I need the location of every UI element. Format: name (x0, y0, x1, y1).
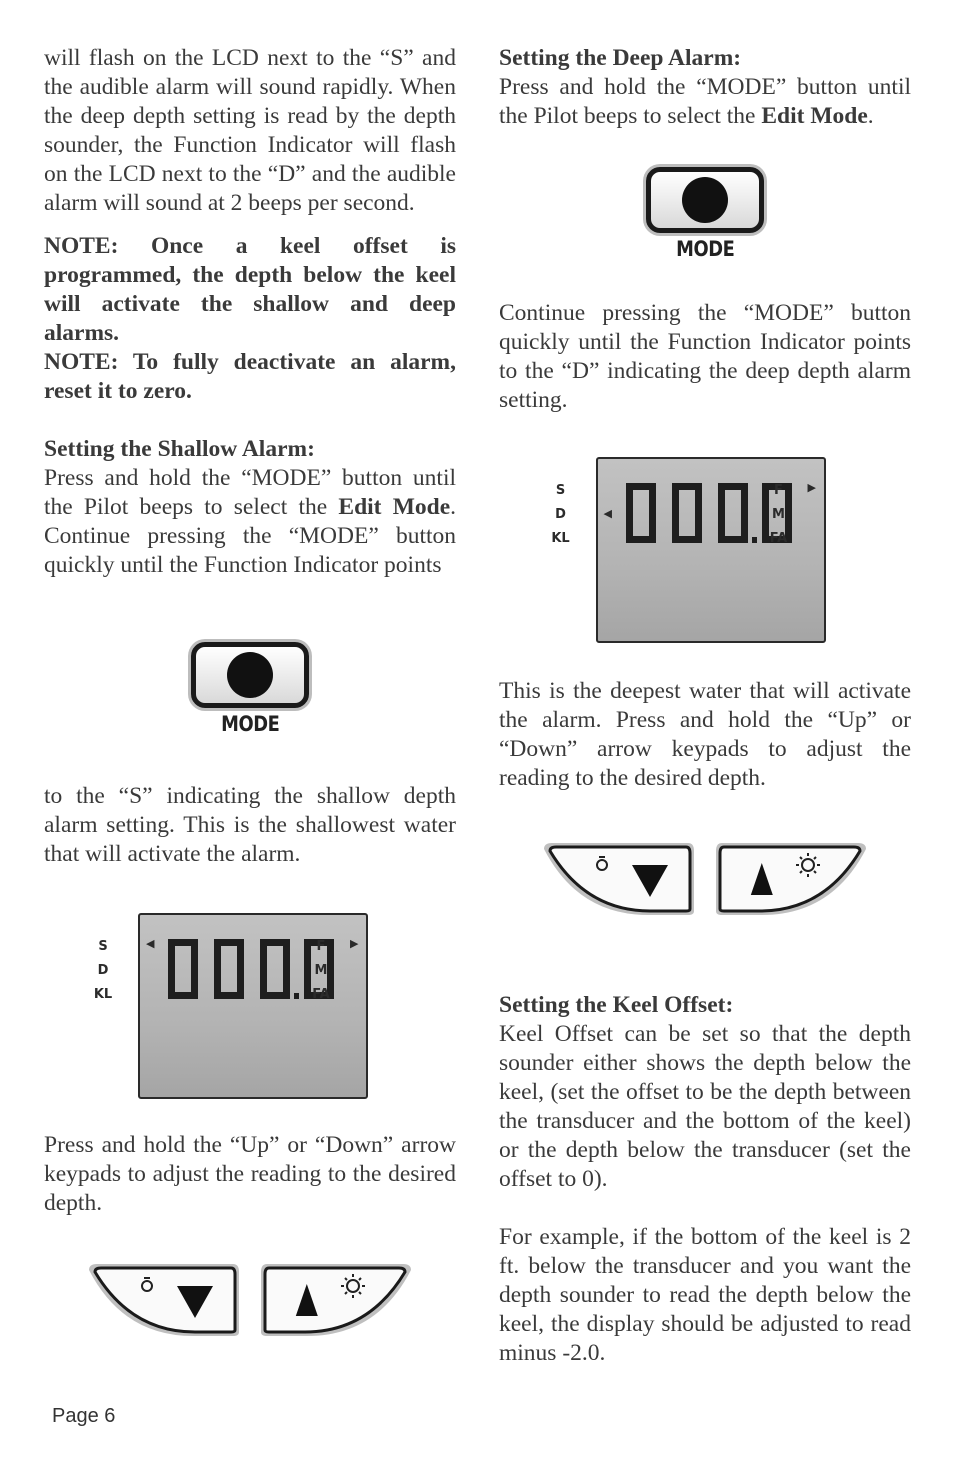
deepest-water-paragraph: This is the deepest water that will activate the alarm. Press and hold the “Up” or “Down” arrow keypads to adjust the reading to the desired depth. (499, 678, 911, 791)
down-arrow-key[interactable] (538, 837, 698, 919)
note-keel-offset: NOTE: Once a keel offset is programmed, the depth below the keel will activate the shallow and deep alarms. (44, 233, 456, 346)
lcd-display (518, 457, 838, 643)
mode-button-icon (646, 167, 764, 233)
mode-button-figure-right (499, 167, 911, 261)
arrow-keys-right (499, 837, 911, 919)
indicator-right-icon: ▶ (807, 481, 816, 494)
indicator-right-icon: ▶ (350, 937, 359, 950)
lcd-left-labels: S D KL (551, 483, 570, 546)
left-column (44, 44, 456, 1340)
shallow-alarm-heading: Setting the Shallow Alarm: (44, 436, 315, 462)
lcd-display (60, 913, 380, 1099)
down-arrow-key[interactable] (83, 1258, 243, 1340)
lcd-right-labels: F M FA (769, 483, 788, 546)
adjust-paragraph-left: Press and hold the “Up” or “Down” arrow keypads to adjust the reading to the desired depth. (44, 1132, 456, 1216)
arrow-keys-left (44, 1258, 456, 1340)
keel-offset-heading: Setting the Keel Offset: (499, 992, 734, 1018)
mode-button-icon (191, 642, 309, 708)
lcd-figure-deep (499, 457, 911, 643)
mode-button-figure (44, 642, 456, 736)
deep-indicator-paragraph: Continue pressing the “MODE” button quickly until the Function Indicator points to the “D” indicating the deep depth alarm setting. (499, 300, 911, 413)
keel-offset-paragraph: Keel Offset can be set so that the depth sounder either shows the depth below the keel, (set the offset to be the depth between the transducer and the bottom of the keel) or the depth below the transducer (set the offset to 0). (499, 1021, 911, 1192)
indicator-left-icon: ◀ (603, 507, 612, 520)
lcd-left-labels: S D KL (93, 939, 113, 1002)
note-deactivate: NOTE: To fully deactivate an alarm, reset it to zero. (44, 349, 456, 404)
deep-alarm-heading: Setting the Deep Alarm: (499, 45, 742, 71)
shallow-indicator-paragraph: to the “S” indicating the shallow depth alarm setting. This is the shallowest water that will activate the alarm. (44, 783, 456, 867)
up-arrow-key[interactable] (257, 1258, 417, 1340)
keel-example-paragraph: For example, if the bottom of the keel is 2 ft. below the transducer and you want the depth sounder to read the depth below the keel, the display should be adjusted to read minus -2.0. (499, 1224, 911, 1366)
mode-label: MODE (220, 712, 280, 736)
lcd-figure-shallow (44, 913, 456, 1099)
page-number: Page 6 (52, 1405, 116, 1427)
indicator-left-icon: ◀ (146, 937, 155, 950)
right-column (499, 44, 911, 1368)
lcd-right-labels: F M FA (312, 939, 330, 1002)
deep-alarm-paragraph: Press and hold the “MODE” button until the Pilot beeps to select the Edit Mode. (499, 74, 911, 129)
up-arrow-key[interactable] (712, 837, 872, 919)
mode-label: MODE (675, 237, 735, 261)
intro-paragraph: will flash on the LCD next to the “S” and the audible alarm will sound rapidly. When the deep depth setting is read by the depth sounder, the Function Indicator will flash on the LCD next to the “D” and the audible alarm will sound at 2 beeps per second. (44, 45, 456, 216)
shallow-alarm-paragraph: Press and hold the “MODE” button until the Pilot beeps to select the Edit Mode. Continue pressing the “MODE” button quickly until the Function Indicator points (44, 465, 457, 578)
